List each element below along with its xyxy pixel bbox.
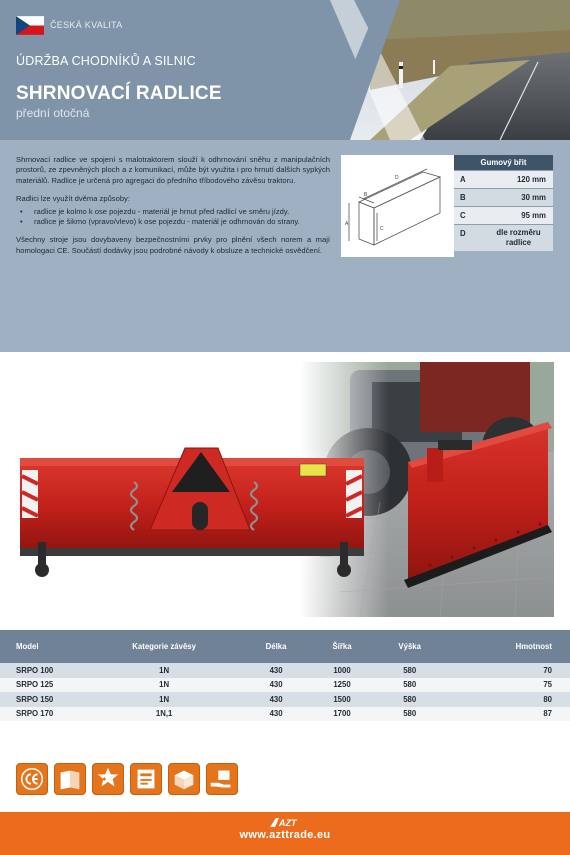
tp-certificate-icon: [130, 763, 162, 795]
table-cell: SRPO 150: [0, 692, 86, 707]
svg-text:A: A: [345, 221, 349, 227]
table-cell: 580: [374, 663, 445, 678]
snow-blade-illustration: [0, 352, 570, 630]
blade-dimension-diagram: [341, 155, 454, 257]
czech-flag-icon: [16, 16, 44, 35]
warranty-box-icon: [168, 763, 200, 795]
top-quality-icon: [92, 763, 124, 795]
models-table: [0, 630, 570, 721]
spec-key: C: [460, 211, 466, 220]
product-description: [16, 155, 330, 264]
table-cell: 80: [445, 692, 570, 707]
spec-value: dle rozměru radlice: [496, 228, 541, 247]
table-cell: 87: [445, 707, 570, 722]
table-cell: 70: [445, 663, 570, 678]
header-banner: [0, 0, 570, 140]
uses-intro: Radlici lze využít dvěma způsoby:: [16, 194, 130, 204]
table-cell: 1250: [310, 678, 374, 693]
page-subtitle: přední otočná: [16, 106, 90, 120]
column-header: Model: [0, 630, 86, 663]
manual-book-icon: [54, 763, 86, 795]
spec-row-a: [454, 170, 553, 188]
logo-text: AZT: [279, 818, 297, 828]
spec-key: B: [460, 193, 466, 202]
table-cell: 1000: [310, 663, 374, 678]
quality-label: ČESKÁ KVALITA: [50, 20, 123, 30]
table-row: [0, 692, 570, 707]
azt-logo: [268, 816, 302, 828]
spec-row-d: [454, 224, 553, 251]
table-cell: 430: [242, 692, 310, 707]
table-cell: 580: [374, 678, 445, 693]
table-cell: 580: [374, 692, 445, 707]
table-row: [0, 678, 570, 693]
rubber-edge-spec-table: [454, 155, 553, 251]
spec-row-c: [454, 206, 553, 224]
column-header: Šířka: [310, 630, 374, 663]
list-item: • radlice je kolmo k ose pojezdu - materiál je hrnut před radlicí ve směru jízdy.: [16, 207, 330, 217]
table-cell: 430: [242, 678, 310, 693]
column-header: Kategorie závěsy: [86, 630, 242, 663]
footer: [0, 812, 570, 855]
spec-key: D: [460, 229, 466, 238]
info-section: [0, 140, 570, 352]
svg-text:C: C: [380, 226, 384, 232]
column-header: Délka: [242, 630, 310, 663]
spec-key: A: [460, 175, 466, 184]
column-header: Výška: [374, 630, 445, 663]
delivery-hand-icon: [206, 763, 238, 795]
table-cell: 430: [242, 663, 310, 678]
table-header-row: [0, 630, 570, 663]
svg-text:D: D: [395, 175, 399, 181]
table-cell: 75: [445, 678, 570, 693]
certification-icons: [16, 763, 238, 795]
table-row: [0, 707, 570, 722]
table-cell: 1N: [86, 692, 242, 707]
uses-list: [16, 207, 330, 228]
column-header: Hmotnost: [445, 630, 570, 663]
spec-value: 95 mm: [521, 211, 546, 220]
table-row: [0, 663, 570, 678]
product-photos: [0, 352, 570, 630]
category-heading: ÚDRŽBA CHODNÍKŮ A SILNIC: [16, 54, 196, 68]
spec-value: 120 mm: [516, 175, 546, 184]
table-cell: 1500: [310, 692, 374, 707]
spec-row-b: [454, 188, 553, 206]
intro-paragraph: Shrnovací radlice ve spojení s malotraktorem slouží k odhrnování sněhu z manipulačních prostorů, ze zpevněných ploch a z komunikací, může být využita i pro hrnutí dalších sypkých materiálů. Radlice je určená pro agregaci do předního tříbodového závěsu traktoru.: [16, 155, 330, 185]
ce-mark-icon: [16, 763, 48, 795]
page-title: SHRNOVACÍ RADLICE: [16, 83, 222, 104]
table-cell: 580: [374, 707, 445, 722]
safety-paragraph: Všechny stroje jsou dovybaveny bezpečnostními prvky pro plnění všech norem a mají homologaci CE. Součástí dodávky jsou podrobné návody k obsluze a technické osvědčení.: [16, 235, 330, 255]
table-cell: 1N,1: [86, 707, 242, 722]
table-cell: 1700: [310, 707, 374, 722]
table-cell: 1N: [86, 663, 242, 678]
website-link[interactable]: www.azttrade.eu: [239, 829, 331, 841]
road-photo: [330, 0, 570, 140]
spec-table-header: Gumový břit: [454, 155, 553, 170]
table-cell: 430: [242, 707, 310, 722]
table-cell: 1N: [86, 678, 242, 693]
table-cell: SRPO 170: [0, 707, 86, 722]
list-item: • radlice je šikmo (vpravo/vlevo) k ose pojezdu - materiál je odhrnován do strany.: [16, 217, 330, 227]
spec-value: 30 mm: [521, 193, 546, 202]
table-cell: SRPO 125: [0, 678, 86, 693]
svg-text:B: B: [364, 192, 368, 198]
table-cell: SRPO 100: [0, 663, 86, 678]
